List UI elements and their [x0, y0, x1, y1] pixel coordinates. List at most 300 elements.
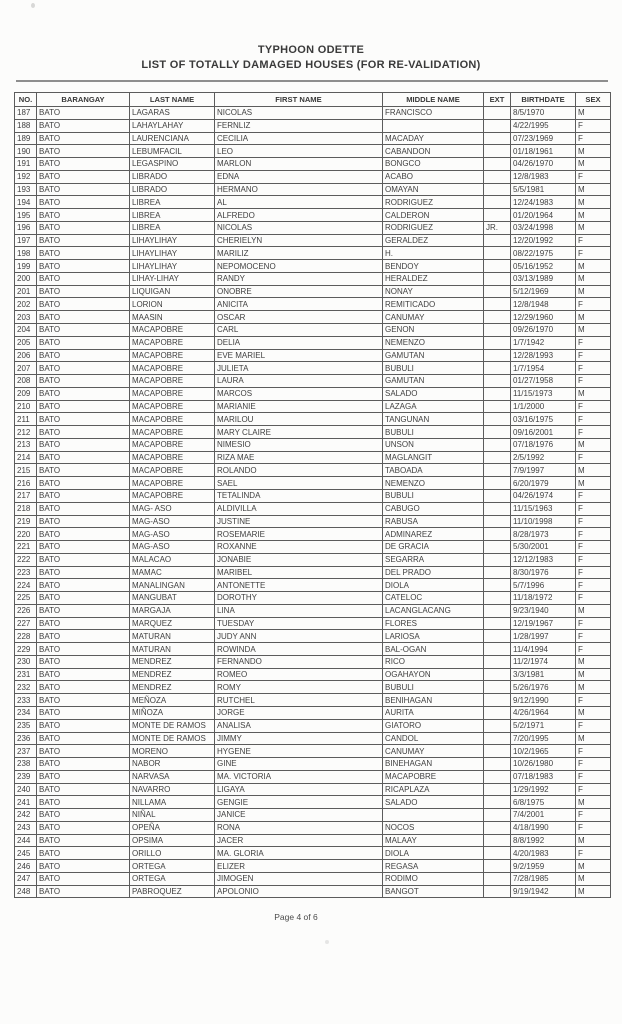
table-cell — [484, 375, 511, 388]
table-row — [15, 770, 611, 783]
column-header: EXT — [484, 93, 511, 107]
table-cell: 224 — [15, 579, 37, 592]
table-cell: CATELOC — [383, 592, 484, 605]
table-row — [15, 515, 611, 528]
table-cell: MIÑOZA — [130, 706, 215, 719]
table-cell: LIBREA — [130, 196, 215, 209]
table-cell: 247 — [15, 872, 37, 885]
table-cell: 9/12/1990 — [511, 694, 576, 707]
table-cell: 230 — [15, 655, 37, 668]
table-cell: OPSIMA — [130, 834, 215, 847]
table-cell — [484, 566, 511, 579]
table-cell: LEO — [215, 145, 383, 158]
table-cell: PABROQUEZ — [130, 885, 215, 898]
table-row — [15, 809, 611, 822]
table-cell: BATO — [37, 579, 130, 592]
table-cell: BATO — [37, 745, 130, 758]
table-cell: 2/5/1992 — [511, 451, 576, 464]
table-cell: ROMY — [215, 681, 383, 694]
table-cell: F — [576, 336, 611, 349]
table-cell: 239 — [15, 770, 37, 783]
table-cell: 240 — [15, 783, 37, 796]
table-cell: M — [576, 260, 611, 273]
table-cell: MACAPOBRE — [130, 477, 215, 490]
table-cell: RABUSA — [383, 515, 484, 528]
table-cell: SALADO — [383, 387, 484, 400]
table-cell: MENDREZ — [130, 668, 215, 681]
table-cell — [484, 196, 511, 209]
table-cell: 6/20/1979 — [511, 477, 576, 490]
table-cell: BATO — [37, 234, 130, 247]
table-cell: 222 — [15, 553, 37, 566]
table-cell: BATO — [37, 809, 130, 822]
table-cell — [484, 413, 511, 426]
table-cell: ANALISA — [215, 719, 383, 732]
table-cell: M — [576, 285, 611, 298]
table-cell: 12/8/1983 — [511, 170, 576, 183]
table-cell — [484, 592, 511, 605]
table-cell: LIHAYLIHAY — [130, 247, 215, 260]
table-cell: HYGENE — [215, 745, 383, 758]
table-cell: 03/13/1989 — [511, 272, 576, 285]
table-cell: DELIA — [215, 336, 383, 349]
table-cell: BATO — [37, 311, 130, 324]
table-cell — [484, 617, 511, 630]
table-cell: APOLONIO — [215, 885, 383, 898]
table-row — [15, 260, 611, 273]
table-cell: BATO — [37, 630, 130, 643]
table-cell: HERALDEZ — [383, 272, 484, 285]
table-cell: LAHAYLAHAY — [130, 119, 215, 132]
table-cell: 9/19/1942 — [511, 885, 576, 898]
table-cell — [484, 298, 511, 311]
table-cell: 236 — [15, 732, 37, 745]
table-cell: 208 — [15, 375, 37, 388]
table-cell: FRANCISCO — [383, 107, 484, 120]
table-cell: LIGAYA — [215, 783, 383, 796]
table-cell — [484, 655, 511, 668]
table-row — [15, 132, 611, 145]
table-cell: MACAPOBRE — [130, 400, 215, 413]
table-cell: JORGE — [215, 706, 383, 719]
table-cell: CANUMAY — [383, 311, 484, 324]
table-cell: 188 — [15, 119, 37, 132]
table-row — [15, 375, 611, 388]
table-cell: BENDOY — [383, 260, 484, 273]
table-cell: JIMOGEN — [215, 872, 383, 885]
table-cell: REGASA — [383, 860, 484, 873]
table-cell: GENGIE — [215, 796, 383, 809]
table-cell: 07/18/1976 — [511, 438, 576, 451]
table-row — [15, 719, 611, 732]
table-cell: 12/12/1983 — [511, 553, 576, 566]
table-cell: DOROTHY — [215, 592, 383, 605]
table-cell: 217 — [15, 489, 37, 502]
table-header-row — [15, 93, 611, 107]
table-row — [15, 400, 611, 413]
table-row — [15, 681, 611, 694]
table-cell: NARVASA — [130, 770, 215, 783]
table-row — [15, 706, 611, 719]
table-cell: 229 — [15, 643, 37, 656]
table-row — [15, 464, 611, 477]
table-cell: BATO — [37, 834, 130, 847]
table-cell: 1/1/2000 — [511, 400, 576, 413]
table-cell: MARCOS — [215, 387, 383, 400]
table-cell: F — [576, 234, 611, 247]
table-cell — [484, 515, 511, 528]
table-cell: 5/7/1996 — [511, 579, 576, 592]
table-cell: ONOBRE — [215, 285, 383, 298]
table-cell: FLORES — [383, 617, 484, 630]
table-cell: BATO — [37, 247, 130, 260]
table-cell: 5/26/1976 — [511, 681, 576, 694]
table-cell: F — [576, 247, 611, 260]
table-cell: BATO — [37, 719, 130, 732]
table-cell: MARILIZ — [215, 247, 383, 260]
table-cell: MACAPOBRE — [130, 451, 215, 464]
table-cell: 5/5/1981 — [511, 183, 576, 196]
table-cell: H. — [383, 247, 484, 260]
table-cell: 225 — [15, 592, 37, 605]
table-cell: 242 — [15, 809, 37, 822]
table-cell: F — [576, 515, 611, 528]
table-cell: BUBULI — [383, 426, 484, 439]
table-cell: F — [576, 413, 611, 426]
table-cell: 7/9/1997 — [511, 464, 576, 477]
table-cell: BATO — [37, 438, 130, 451]
table-cell: BATO — [37, 400, 130, 413]
table-cell: 246 — [15, 860, 37, 873]
table-cell: M — [576, 872, 611, 885]
table-cell: 07/23/1969 — [511, 132, 576, 145]
page-number: Page 4 of 6 — [274, 912, 318, 922]
table-cell: M — [576, 145, 611, 158]
table-cell: OSCAR — [215, 311, 383, 324]
table-cell: ADMINAREZ — [383, 528, 484, 541]
table-cell: BATO — [37, 604, 130, 617]
table-cell: LIBRADO — [130, 183, 215, 196]
table-cell — [484, 209, 511, 222]
table-cell: NIMESIO — [215, 438, 383, 451]
table-cell: BATO — [37, 783, 130, 796]
table-cell: M — [576, 681, 611, 694]
table-cell: MAASIN — [130, 311, 215, 324]
table-cell: TETALINDA — [215, 489, 383, 502]
table-cell: MARQUEZ — [130, 617, 215, 630]
table-cell: 03/24/1998 — [511, 221, 576, 234]
table-row — [15, 732, 611, 745]
table-cell: 211 — [15, 413, 37, 426]
table-cell: 8/5/1970 — [511, 107, 576, 120]
table-cell: BATO — [37, 375, 130, 388]
table-cell: F — [576, 758, 611, 771]
table-cell: DEL PRADO — [383, 566, 484, 579]
table-cell: M — [576, 107, 611, 120]
table-cell: 232 — [15, 681, 37, 694]
table-cell: 05/16/1952 — [511, 260, 576, 273]
column-header: SEX — [576, 93, 611, 107]
table-cell: F — [576, 643, 611, 656]
table-cell: MACAPOBRE — [130, 426, 215, 439]
table-cell: TABOADA — [383, 464, 484, 477]
table-cell: 07/18/1983 — [511, 770, 576, 783]
table-cell: LIHAY-LIHAY — [130, 272, 215, 285]
table-row — [15, 553, 611, 566]
table-cell — [484, 528, 511, 541]
table-cell: MENDREZ — [130, 681, 215, 694]
table-cell: 8/30/1976 — [511, 566, 576, 579]
table-cell: NONAY — [383, 285, 484, 298]
table-cell — [484, 681, 511, 694]
table-row — [15, 668, 611, 681]
table-cell: BATO — [37, 336, 130, 349]
table-cell: 206 — [15, 349, 37, 362]
table-cell: DIOLA — [383, 847, 484, 860]
table-row — [15, 285, 611, 298]
table-cell: 8/8/1992 — [511, 834, 576, 847]
table-cell: BATO — [37, 170, 130, 183]
table-cell: 03/16/1975 — [511, 413, 576, 426]
table-cell: BATO — [37, 426, 130, 439]
table-cell: 237 — [15, 745, 37, 758]
table-cell: BATO — [37, 643, 130, 656]
table-cell: ROLANDO — [215, 464, 383, 477]
table-row — [15, 643, 611, 656]
table-cell: NOCOS — [383, 821, 484, 834]
table-row — [15, 413, 611, 426]
table-row — [15, 247, 611, 260]
table-cell: MARY CLAIRE — [215, 426, 383, 439]
table-cell: LORION — [130, 298, 215, 311]
table-cell: FERNANDO — [215, 655, 383, 668]
table-cell: 203 — [15, 311, 37, 324]
table-cell: F — [576, 349, 611, 362]
table-cell: BATO — [37, 732, 130, 745]
table-cell: MANALINGAN — [130, 579, 215, 592]
table-cell: AURITA — [383, 706, 484, 719]
table-cell: NILLAMA — [130, 796, 215, 809]
table-row — [15, 630, 611, 643]
table-cell: M — [576, 477, 611, 490]
table-cell: M — [576, 834, 611, 847]
table-cell: 244 — [15, 834, 37, 847]
table-cell — [484, 706, 511, 719]
table-cell: LARIOSA — [383, 630, 484, 643]
table-cell: MACADAY — [383, 132, 484, 145]
table-cell: 241 — [15, 796, 37, 809]
table-cell: LIHAYLIHAY — [130, 260, 215, 273]
table-cell: NABOR — [130, 758, 215, 771]
table-cell: F — [576, 745, 611, 758]
table-cell: BATO — [37, 145, 130, 158]
table-row — [15, 158, 611, 171]
table-cell: F — [576, 821, 611, 834]
table-cell: M — [576, 324, 611, 337]
table-cell: F — [576, 170, 611, 183]
table-cell: BONGCO — [383, 158, 484, 171]
table-cell: 11/4/1994 — [511, 643, 576, 656]
table-cell: LAZAGA — [383, 400, 484, 413]
table-cell: LAGARAS — [130, 107, 215, 120]
table-cell: 248 — [15, 885, 37, 898]
table-body — [15, 107, 611, 898]
table-cell: SAEL — [215, 477, 383, 490]
table-cell: F — [576, 451, 611, 464]
table-cell — [383, 119, 484, 132]
table-cell: RODRIGUEZ — [383, 221, 484, 234]
table-cell: LEGASPINO — [130, 158, 215, 171]
table-cell — [484, 668, 511, 681]
table-cell: MACAPOBRE — [383, 770, 484, 783]
table-row — [15, 655, 611, 668]
table-row — [15, 860, 611, 873]
table-cell: RODRIGUEZ — [383, 196, 484, 209]
table-row — [15, 387, 611, 400]
table-cell: M — [576, 732, 611, 745]
table-cell: MALACAO — [130, 553, 215, 566]
table-cell: BATO — [37, 566, 130, 579]
table-cell: 192 — [15, 170, 37, 183]
table-cell: LIBRADO — [130, 170, 215, 183]
table-cell: 12/24/1983 — [511, 196, 576, 209]
table-cell: 221 — [15, 541, 37, 554]
table-cell: 210 — [15, 400, 37, 413]
table-cell: CANUMAY — [383, 745, 484, 758]
table-cell: 199 — [15, 260, 37, 273]
table-cell: F — [576, 132, 611, 145]
table-row — [15, 362, 611, 375]
table-cell: F — [576, 426, 611, 439]
table-cell: 201 — [15, 285, 37, 298]
table-cell: MAGLANGIT — [383, 451, 484, 464]
table-row — [15, 298, 611, 311]
table-cell: F — [576, 489, 611, 502]
table-cell: OGAHAYON — [383, 668, 484, 681]
table-cell: TUESDAY — [215, 617, 383, 630]
table-row — [15, 221, 611, 234]
table-cell: LIHAYLIHAY — [130, 234, 215, 247]
table-cell — [484, 489, 511, 502]
table-cell: BATO — [37, 694, 130, 707]
table-cell: 200 — [15, 272, 37, 285]
table-cell — [484, 132, 511, 145]
table-cell — [484, 732, 511, 745]
table-cell — [484, 860, 511, 873]
table-cell: F — [576, 375, 611, 388]
table-cell: NAVARRO — [130, 783, 215, 796]
table-cell: MARILOU — [215, 413, 383, 426]
table-cell: BATO — [37, 285, 130, 298]
scan-artifact — [325, 940, 329, 944]
table-cell — [484, 387, 511, 400]
table-cell: F — [576, 541, 611, 554]
table-cell: ROMEO — [215, 668, 383, 681]
table-cell: OPEÑA — [130, 821, 215, 834]
table-cell: CARL — [215, 324, 383, 337]
table-cell: MORENO — [130, 745, 215, 758]
table-cell: NEMENZO — [383, 336, 484, 349]
table-cell: 01/20/1964 — [511, 209, 576, 222]
table-cell: M — [576, 311, 611, 324]
table-cell: MARGAJA — [130, 604, 215, 617]
table-cell — [484, 170, 511, 183]
table-row — [15, 324, 611, 337]
table-cell: 207 — [15, 362, 37, 375]
table-cell: BATO — [37, 158, 130, 171]
table-cell: BATO — [37, 796, 130, 809]
table-cell: M — [576, 885, 611, 898]
table-cell: REMITICADO — [383, 298, 484, 311]
table-row — [15, 694, 611, 707]
table-row — [15, 196, 611, 209]
table-cell — [484, 630, 511, 643]
table-cell: MA. VICTORIA — [215, 770, 383, 783]
table-cell: DIOLA — [383, 579, 484, 592]
table-cell: CHERIELYN — [215, 234, 383, 247]
table-cell: F — [576, 502, 611, 515]
scan-artifact — [31, 3, 35, 8]
table-cell — [484, 604, 511, 617]
document-title-block — [0, 44, 622, 71]
table-cell: 4/20/1983 — [511, 847, 576, 860]
table-cell: RUTCHEL — [215, 694, 383, 707]
table-cell: BATO — [37, 502, 130, 515]
table-cell: BATO — [37, 413, 130, 426]
table-cell: RONA — [215, 821, 383, 834]
table-cell: MACAPOBRE — [130, 375, 215, 388]
table-cell: BATO — [37, 885, 130, 898]
table-cell: M — [576, 221, 611, 234]
table-cell: F — [576, 298, 611, 311]
table-cell: JUSTINE — [215, 515, 383, 528]
table-cell: BUBULI — [383, 362, 484, 375]
table-cell: F — [576, 119, 611, 132]
table-cell — [484, 119, 511, 132]
table-cell: BATO — [37, 528, 130, 541]
table-cell — [484, 438, 511, 451]
table-cell: OMAYAN — [383, 183, 484, 196]
table-row — [15, 107, 611, 120]
table-cell — [484, 477, 511, 490]
table-cell — [484, 885, 511, 898]
table-row — [15, 528, 611, 541]
table-cell: RANDY — [215, 272, 383, 285]
table-cell: M — [576, 706, 611, 719]
table-cell: 202 — [15, 298, 37, 311]
table-cell — [484, 336, 511, 349]
table-row — [15, 592, 611, 605]
column-header: FIRST NAME — [215, 93, 383, 107]
table-cell: MAG-ASO — [130, 515, 215, 528]
table-cell: MATURAN — [130, 630, 215, 643]
table-cell: 245 — [15, 847, 37, 860]
table-cell: 227 — [15, 617, 37, 630]
table-row — [15, 170, 611, 183]
table-cell: MONTE DE RAMOS — [130, 719, 215, 732]
table-cell: 11/18/1972 — [511, 592, 576, 605]
table-cell — [484, 553, 511, 566]
table-cell: CANDOL — [383, 732, 484, 745]
table-cell: MACAPOBRE — [130, 413, 215, 426]
table-cell: 204 — [15, 324, 37, 337]
table-cell: 04/26/1970 — [511, 158, 576, 171]
table-cell: UNSON — [383, 438, 484, 451]
table-cell: 4/22/1995 — [511, 119, 576, 132]
table-cell: 196 — [15, 221, 37, 234]
table-cell: 12/28/1993 — [511, 349, 576, 362]
table-cell: MACAPOBRE — [130, 489, 215, 502]
